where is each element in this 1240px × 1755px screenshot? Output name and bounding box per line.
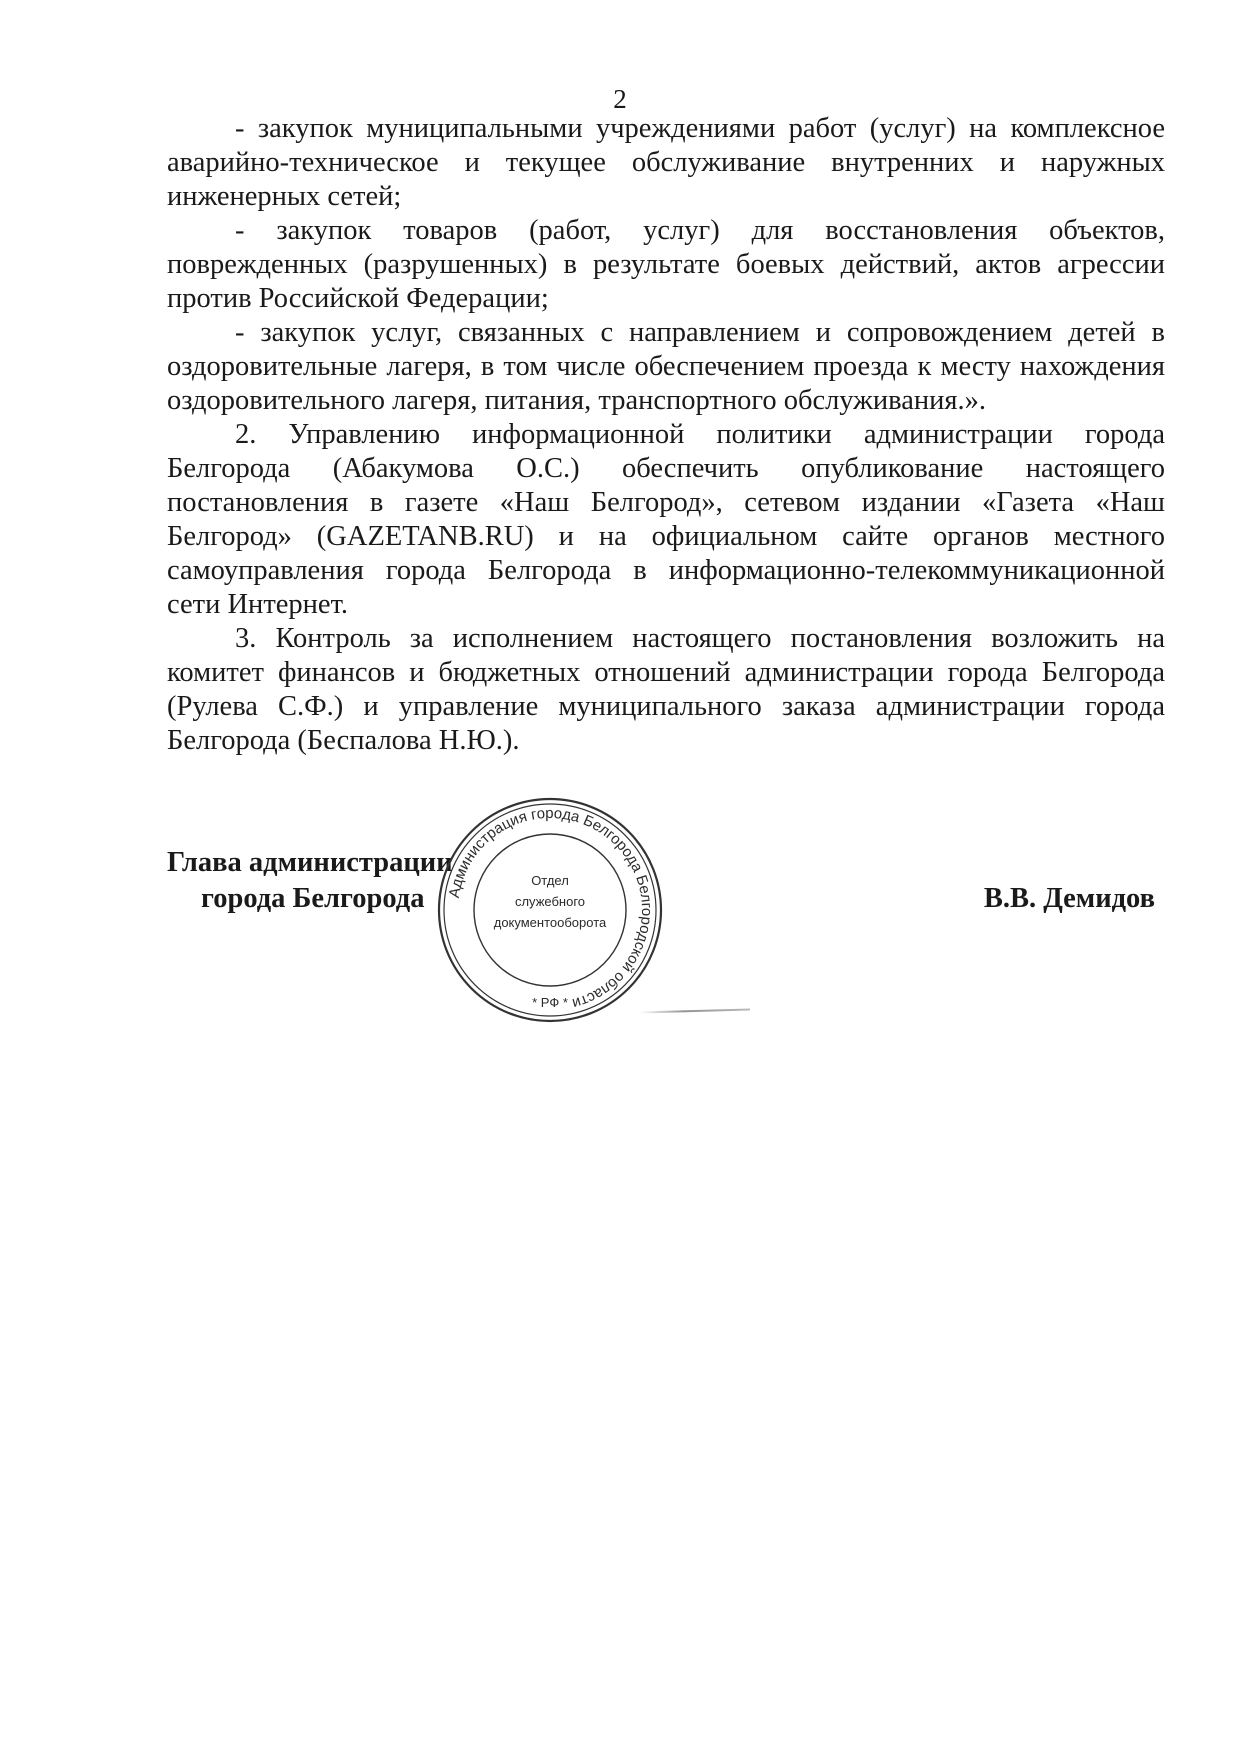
- paragraph-point-2: 2. Управлению информационной политики администрации города Белгорода (Абакумова О.С.) обеспечить опубликование настоящего постановления в газете «Наш Белгород», сетевом издании «Газета «Наш Белгород» (GAZETANB.RU) и на официальном сайте органов местного самоуправления города Белгорода в информационно-телекоммуникационной сети Интернет.: [167, 419, 1165, 620]
- seal-graphic: [435, 795, 665, 1025]
- signatory-role-line-1: Глава администрации: [167, 847, 453, 878]
- seal-inner-line-3: документооборота: [493, 915, 607, 930]
- signatory-name: В.В. Демидов: [983, 883, 1155, 914]
- seal-outer-ring: [439, 799, 661, 1021]
- signatory-role-line-2: города Белгорода: [201, 883, 425, 914]
- seal-inner-ring: [474, 834, 626, 986]
- seal-inner-line-2: служебного: [514, 894, 586, 909]
- seal-outer-text: Администрация города Белгорода Белгородской области: [445, 804, 656, 1013]
- seal-inner-line-1: Отдел: [531, 873, 569, 888]
- paragraph-item-3: - закупок услуг, связанных с направлением и сопровождением детей в оздоровительные лагеря, в том числе обеспечением проезда к месту нахождения оздоровительного лагеря, питания, транспортного обслуживания.».: [167, 317, 1165, 416]
- paragraph-point-3: 3. Контроль за исполнением настоящего постановления возложить на комитет финансов и бюджетных отношений администрации города Белгорода (Рулева С.Ф.) и управление муниципального заказа администрации города Белгорода (Беспалова Н.Ю.).: [167, 623, 1165, 756]
- page-number: 2: [613, 84, 627, 114]
- official-seal-stamp: [435, 795, 665, 1025]
- signature-block: [167, 845, 1165, 925]
- paragraph-item-1: - закупок муниципальными учреждениями работ (услуг) на комплексное аварийно-техническое и текущее обслуживание внутренних и наружных инженерных сетей;: [167, 113, 1165, 212]
- document-body: [167, 112, 1165, 758]
- seal-bottom-text: * РФ *: [532, 995, 568, 1010]
- paragraph-item-2: - закупок товаров (работ, услуг) для восстановления объектов, поврежденных (разрушенных) в результате боевых действий, актов агрессии против Российской Федерации;: [167, 215, 1165, 314]
